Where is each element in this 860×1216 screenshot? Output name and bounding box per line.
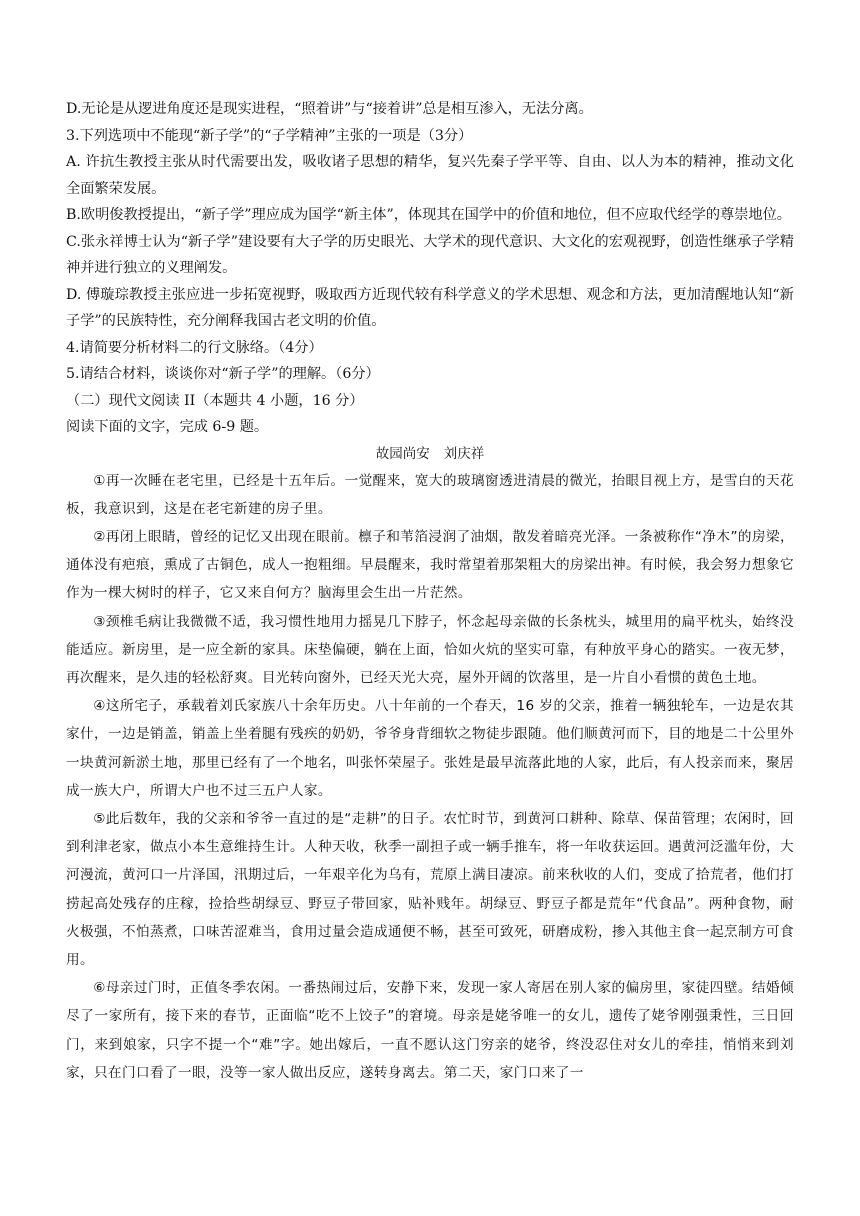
story-heading — [66, 441, 794, 467]
q5: 5.请结合材料，谈谈你对“新子学”的理解。（6分） — [66, 366, 380, 382]
story-paragraph-6: ⑥母亲过门时，正值冬季农闲。一番热闹过后，安静下来，发现一家人寄居在别人家的偏房里，家徒四壁。结婚倾尽了一家所有，接下来的春节，正面临“吃不上饺子”的窘境。母亲是姥爷唯一的女儿，遗传了姥爷刚强秉性，三日回门，来到娘家，只字不提一个“难”字。她出嫁后，一直不愿认这门穷亲的姥爷，终没忍住对女儿的牵挂，悄悄来到刘家，只在门口看了一眼，没等一家人做出反应，遂转身离去。第二天，家门口来了一 — [66, 980, 794, 1081]
q4: 4.请简要分析材料二的行文脉络。（4分） — [66, 339, 323, 356]
section-instruction: 阅读下面的文字，完成 6-9 题。 — [66, 419, 269, 435]
q3-stem: 3.下列选项中不能现“新子学”的“子学精神”主张的一项是（3分） — [66, 127, 473, 144]
q3-option-a: A. 许抗生教授主张从时代需要出发，吸收诸子思想的精华，复兴先秦子学平等、自由、以人为本的精神，推动文化全面繁荣发展。 — [66, 154, 794, 197]
story-paragraph-3: ③颈椎毛病让我微微不适，我习惯性地用力摇晃几下脖子，怀念起母亲做的长条枕头，城里用的扁平枕头，始终没能适应。新房里，是一应全新的家具。床垫偏硬，躺在上面，恰如火炕的坚实可靠，有种放平身心的踏实。一夜无梦，再次醒来，是久违的轻松舒爽。目光转向窗外，已经天光大亮，屋外开阔的饮落里，是一片自小看惯的黄色土地。 — [66, 613, 794, 686]
story-paragraph-4: ④这所宅子，承载着刘氏家族八十余年历史。八十年前的一个春天，16 岁的父亲，推着一辆独轮车，一边是农其家什，一边是销盖，销盖上坐着腿有残疾的奶奶，爷爷身背细软之物徒步跟随。他们顺黄河而下，目的地是二十公里外一块黄河新淤土地，那里已经有了一个地名，叫张怀荣屋子。张姓是最早流落此地的人家，此后，有人投亲而来，聚居成一族大户，所谓大户也不过三五户人家。 — [66, 698, 794, 799]
q2-option-d: D.无论是从逻进角度还是现实进程，“照着讲”与“接着讲”总是相互渗入，无法分离。 — [66, 101, 593, 117]
story-author: 刘庆祥 — [443, 445, 485, 462]
q3-option-d: D. 傅璇琮教授主张应进一步拓宽视野，吸取西方近现代较有科学意义的学术思想、观念和方法，更加清醒地认知“新子学”的民族特性，充分阐释我国古老文明的价值。 — [66, 286, 794, 329]
story-paragraph-5: ⑤此后数年，我的父亲和爷爷一直过的是“走耕”的日子。农忙时节，到黄河口耕种、除草、保苗管理；农闲时，回到利津老家，做点小本生意维持生计。人种天收，秋季一副担子或一辆手推车，将一年收获运回。遇黄河泛滥年份，大河漫流，黄河口一片泽国，汛期过后，一年艰辛化为乌有，荒原上满目凄凉。前来秋收的人们，变成了拾荒者，他们打捞起高处残存的庄稼，捡拾些胡绿豆、野豆子带回家，贴补贱年。胡绿豆、野豆子都是荒年“代食品”。两种食物，耐火极强，不怕蒸煮，口味苦涩难当，食用过量会造成通便不畅，甚至可致死，研磨成粉，掺入其他主食一起烹制方可食用。 — [66, 810, 794, 968]
story-title: 故园尚安 — [375, 445, 430, 462]
story-paragraph-1: ①再一次睡在老宅里，已经是十五年后。一觉醒来，宽大的玻璃窗透进清晨的微光，抬眼目视上方，是雪白的天花板，我意识到，这是在老宅新建的房子里。 — [66, 472, 794, 517]
document-page — [66, 96, 794, 1087]
story-paragraph-2: ②再闭上眼睛，曾经的记忆又出现在眼前。檩子和苇箔浸润了油烟，散发着暗亮光泽。一条被称作“净木”的房梁，通体没有疤痕，熏成了古铜色，成人一抱粗细。早晨醒来，我时常望着那架粗大的房梁出神。有时候，我会努力想象它作为一棵大树时的样子，它又来自何方？脑海里会生出一片茫然。 — [66, 528, 794, 602]
q3-option-c: C.张永祥博士认为“新子学”建设要有大子学的历史眼光、大学术的现代意识、大文化的宏观视野，创造性继承子学精神并进行独立的义理阐发。 — [66, 233, 794, 276]
section-title: （二）现代文阅读 II（本题共 4 小题，16 分） — [66, 392, 364, 409]
q3-option-b: B.欧明俊教授提出，“新子学”理应成为国学“新主体”，体现其在国学中的价值和地位，但不应取代经学的尊崇地位。 — [66, 207, 791, 223]
